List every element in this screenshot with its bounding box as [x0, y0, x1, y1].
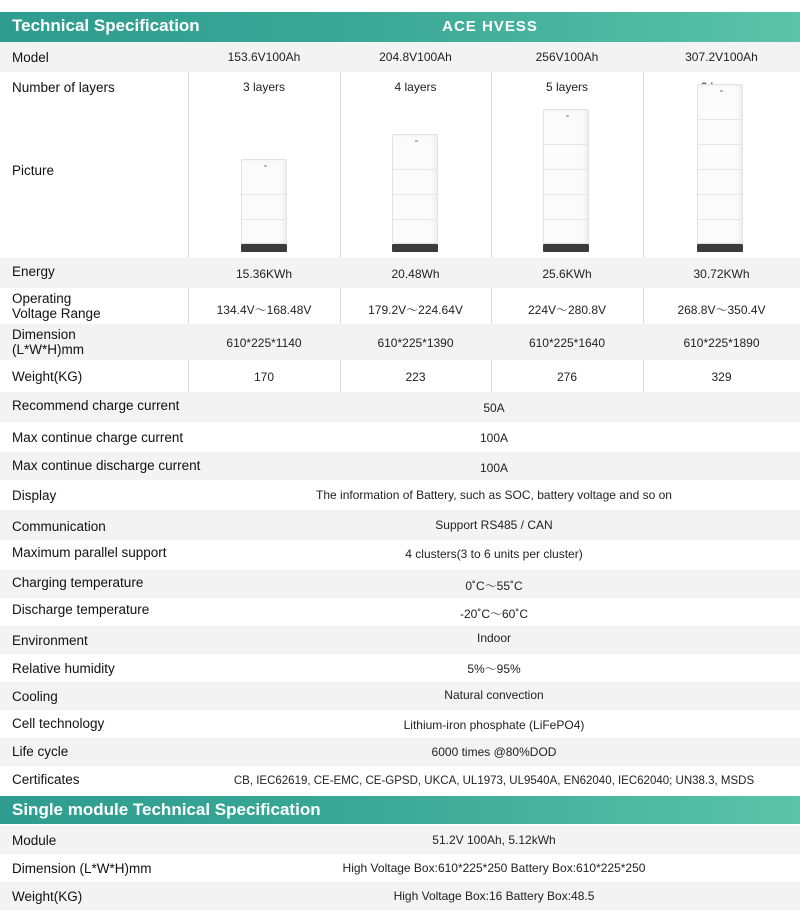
voltage-cell: 268.8V～350.4V: [677, 303, 766, 317]
energy-cell: 20.48Wh: [391, 267, 440, 281]
row-max-discharge: [0, 452, 800, 480]
row-label: Certificates: [12, 772, 80, 787]
spec-value: Lithium-iron phosphate (LiFePO4): [403, 718, 585, 732]
row-label: Charging temperature: [12, 575, 144, 590]
row-module-weight: [0, 882, 800, 910]
row-label: Dimension: [12, 327, 76, 342]
spec-value: 100A: [479, 431, 509, 445]
model-cell: 153.6V100Ah: [227, 50, 301, 64]
row-environment: [0, 626, 800, 654]
row-label: Picture: [12, 163, 55, 178]
row-display: [0, 480, 800, 510]
row-certificates: [0, 766, 800, 794]
row-humidity: [0, 654, 800, 682]
spec-value: High Voltage Box:16 Battery Box:48.5: [393, 889, 595, 903]
battery-stack-image: [697, 84, 743, 252]
row-label: Dimension (L*W*H)mm: [12, 861, 152, 876]
row-weight: [0, 360, 800, 392]
row-picture: [0, 102, 800, 258]
weight-cell: 329: [711, 370, 732, 384]
dimension-cell: 610*225*1640: [528, 336, 606, 350]
spec-value: 100A: [479, 461, 509, 475]
row-module-dimension: [0, 854, 800, 882]
energy-cell: 25.6KWh: [542, 267, 592, 281]
energy-cell: 15.36KWh: [235, 267, 293, 281]
layers-cell: 5 layers: [545, 80, 589, 94]
row-label: Max continue discharge current: [12, 458, 201, 473]
row-module: [0, 826, 800, 854]
row-label: Life cycle: [12, 744, 69, 759]
weight-cell: 223: [405, 370, 426, 384]
row-cooling: [0, 682, 800, 710]
product-name: ACE HVESS: [442, 18, 538, 35]
module-header-title: Single module Technical Specification: [12, 800, 321, 819]
row-label: Maximum parallel support: [12, 545, 167, 560]
layers-cell: 4 layers: [394, 80, 437, 94]
voltage-cell: 224V～280.8V: [527, 303, 607, 317]
weight-cell: 170: [253, 370, 275, 384]
row-label: Number of layers: [12, 80, 115, 95]
row-energy: [0, 258, 800, 288]
model-cell: 307.2V100Ah: [685, 50, 758, 64]
row-life-cycle: [0, 738, 800, 766]
row-recommend-charge: [0, 392, 800, 422]
spec-header-title: Technical Specification: [12, 16, 200, 35]
row-label: Max continue charge current: [12, 430, 184, 445]
spec-value: 4 clusters(3 to 6 units per cluster): [405, 547, 583, 561]
row-label: (L*W*H)mm: [12, 342, 84, 357]
battery-stack-image: [392, 134, 438, 252]
row-charge-temp: [0, 570, 800, 598]
voltage-cell: 179.2V～224.64V: [368, 303, 463, 317]
model-cell: 204.8V100Ah: [379, 50, 452, 64]
row-label: Module: [12, 833, 57, 848]
weight-cell: 276: [556, 370, 578, 384]
model-cell: 256V100Ah: [535, 50, 599, 64]
row-parallel: [0, 540, 800, 570]
row-layers: [0, 72, 800, 102]
row-label: Communication: [12, 519, 106, 534]
battery-stack-image: [543, 109, 589, 252]
row-label: Energy: [12, 264, 55, 279]
row-max-charge: [0, 422, 800, 452]
module-header-banner: [0, 796, 800, 824]
row-label: Relative humidity: [12, 661, 115, 676]
row-cell-tech: [0, 710, 800, 738]
spec-header-banner: [0, 12, 800, 42]
row-label: Discharge temperature: [12, 602, 150, 617]
dimension-cell: 610*225*1390: [377, 336, 454, 350]
spec-value: 5%～95%: [467, 662, 521, 676]
row-label: Environment: [12, 633, 88, 648]
spec-value: The information of Battery, such as SOC, battery voltage and so on: [316, 488, 672, 502]
row-model: [0, 42, 800, 72]
spec-value: Support RS485 / CAN: [435, 518, 553, 532]
row-label: Voltage Range: [12, 306, 101, 321]
row-label: Weight(KG): [12, 369, 83, 384]
energy-cell: 30.72KWh: [693, 267, 750, 281]
spec-value: CB, IEC62619, CE-EMC, CE-GPSD, UKCA, UL1973, UL9540A, EN62040, IEC62040; UN38.3, MSDS: [233, 775, 755, 787]
row-label: Operating: [12, 291, 72, 306]
row-discharge-temp: [0, 598, 800, 626]
spec-value: 50A: [483, 401, 505, 415]
row-label: Cooling: [12, 689, 58, 704]
battery-stack-image: [241, 159, 287, 252]
spec-value: Indoor: [476, 631, 512, 645]
spec-value: 51.2V 100Ah, 5.12kWh: [432, 833, 556, 847]
row-label: Recommend charge current: [12, 398, 180, 413]
row-voltage: [0, 288, 800, 324]
spec-value: -20˚C～60˚C: [459, 607, 529, 621]
row-communication: [0, 510, 800, 540]
row-label: Display: [12, 488, 57, 503]
row-dimension: [0, 324, 800, 360]
spec-value: Natural convection: [444, 688, 544, 702]
dimension-cell: 610*225*1890: [683, 336, 760, 350]
spec-value: High Voltage Box:610*225*250 Battery Box:610*225*250: [342, 861, 646, 875]
layers-cell: 3 layers: [242, 80, 286, 94]
spec-value: 6000 times @80%DOD: [431, 745, 557, 759]
dimension-cell: 610*225*1140: [226, 336, 302, 350]
voltage-cell: 134.4V～168.48V: [216, 303, 312, 317]
row-label: Cell technology: [12, 716, 105, 731]
spec-value: 0˚C～55˚C: [465, 579, 523, 593]
row-label: Weight(KG): [12, 889, 83, 904]
row-label: Model: [12, 50, 49, 65]
